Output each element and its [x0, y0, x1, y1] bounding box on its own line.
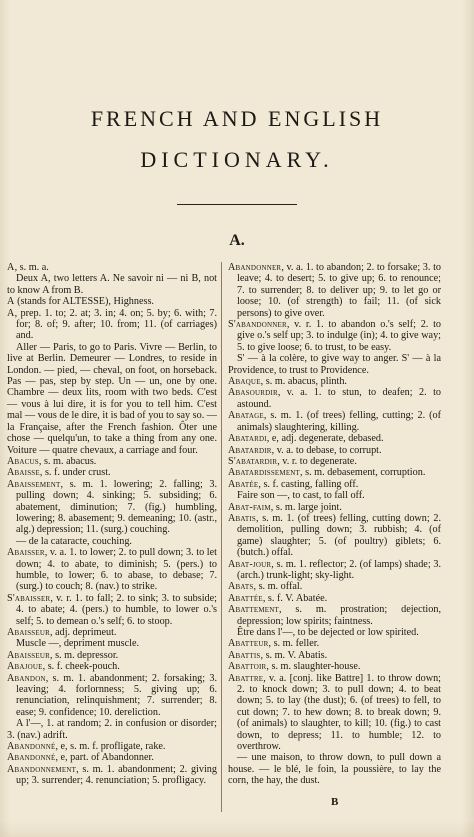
entry-headword: Abaisseur: [7, 627, 50, 638]
entry-definition: , e, adj. degenerate, debased.: [266, 433, 384, 445]
entry-headword: Abattis: [228, 649, 261, 661]
entry-definition: , s. m. debasement, corruption.: [300, 467, 426, 479]
column-divider: [221, 262, 222, 812]
entry-headword: Abandon: [7, 672, 46, 684]
entry-headword: Abandonné: [7, 741, 56, 753]
title-rule: [177, 204, 297, 205]
entry-headword: Abatardir: [228, 444, 272, 456]
dictionary-entry: [228, 581, 441, 592]
dictionary-entry: [228, 513, 441, 559]
entry-headword: Abattée: [228, 592, 263, 604]
entry-definition: , prep. 1. to; 2. at; 3. in; 4. on; 5. by; 6. with; 7. for; 8. of; 9. after; 10. from; 11. (of carriages) and.: [14, 307, 217, 342]
entry-definition: , s. f. under crust.: [39, 467, 111, 479]
dictionary-entry: [7, 638, 217, 649]
entry-definition: , s. f. V. Abatée.: [262, 592, 328, 604]
dictionary-entry: [228, 479, 441, 490]
dictionary-entry: [228, 387, 441, 410]
entry-headword: A: [7, 262, 15, 273]
entry-headword: A: [7, 296, 15, 308]
entry-headword: S'abandonner: [228, 319, 287, 331]
entry-definition: , s. m. V. Abatis.: [260, 649, 328, 661]
entry-definition: , s. f. casting, falling off.: [258, 478, 359, 490]
entry-definition: , s. m. offal.: [253, 581, 303, 593]
signature-mark: B: [331, 796, 339, 808]
dictionary-entry: [7, 718, 217, 741]
entry-headword: Abatteur: [228, 638, 269, 650]
entry-definition: , s. m. large joint.: [270, 501, 342, 513]
entry-definition: , e, s. m. f. profligate, rake.: [55, 741, 166, 753]
dictionary-entry: [7, 456, 217, 467]
dictionary-entry: [228, 445, 441, 456]
entry-definition: — de la cataracte, couching.: [16, 535, 132, 547]
dictionary-entry: [7, 273, 217, 296]
entry-definition: , s. m. 1. abandonment; 2. forsaking; 3. leaving; 4. forlornness; 5. giving up; 6. renunciation, relinquishment; 7. surrender; 8. ease; 9. confidence; 10. dereliction.: [16, 672, 217, 718]
entry-headword: Abasourdir: [228, 387, 278, 399]
entry-definition: , s. m. depressor.: [50, 649, 119, 661]
entry-definition: , s. m. 1. abandonment; 2. giving up; 3. surrender; 4. renunciation; 5. profligacy.: [16, 763, 217, 787]
entry-definition: Être dans l'—, to be dejected or low spirited.: [237, 627, 419, 638]
entry-headword: Abatardi: [228, 433, 267, 445]
entry-headword: Abatage: [228, 410, 264, 422]
dictionary-entry: [228, 456, 441, 467]
dictionary-entry: [228, 673, 441, 753]
entry-definition: , e, part. of Abandonner.: [55, 752, 154, 764]
dictionary-entry: [228, 627, 441, 638]
dictionary-entry: [7, 296, 217, 307]
dictionary-entry: [228, 559, 441, 582]
entry-headword: Abaisseur: [7, 649, 50, 661]
dictionary-entry: [7, 308, 217, 342]
entry-headword: Abatis: [228, 512, 257, 524]
entry-definition: , v. a. 1. to lower; 2. to pull down; 3. to let down; 4. to abate, to diminish; 5. (pers.) to humble, to lower; 6. to abase, to debase; 7. (surg.) to couch; 8. (nav.) to strike.: [16, 547, 217, 593]
dictionary-entry: [7, 547, 217, 593]
entry-definition: (stands for ALTESSE), Highness.: [14, 296, 154, 308]
section-letter: A.: [229, 232, 245, 249]
entry-definition: , v. a. to debase, to corrupt.: [271, 444, 382, 456]
entry-definition: , s. f. cheek-pouch.: [42, 661, 120, 673]
entry-headword: Abaissement: [7, 478, 61, 490]
entry-definition: Faire son —, to cast, to fall off.: [237, 490, 365, 502]
dictionary-entry: [228, 502, 441, 513]
dictionary-entry: [228, 593, 441, 604]
dictionary-entry: [228, 433, 441, 444]
entry-headword: Abattre: [228, 672, 264, 684]
dictionary-entry: [228, 752, 441, 786]
entry-headword: A: [7, 307, 15, 319]
entry-headword: Abattoir: [228, 661, 267, 673]
dictionary-entry: [7, 627, 217, 638]
page-edge-shade: [0, 820, 474, 837]
entry-headword: Abaisser: [7, 547, 45, 559]
left-column: [7, 262, 217, 787]
entry-definition: , s. m. slaughter-house.: [266, 661, 361, 673]
dictionary-entry: [7, 752, 217, 763]
entry-headword: Abatée: [228, 478, 259, 490]
entry-definition: S' — à la colère, to give way to anger. S' — à la Providence, to trust to Providence.: [228, 353, 441, 376]
dictionary-entry: [7, 467, 217, 478]
entry-definition: , v. a. 1. to stun, to deafen; 2. to astound.: [237, 387, 441, 410]
entry-headword: Abacus: [7, 455, 39, 467]
dictionary-entry: [228, 410, 441, 433]
entry-definition: , v. r. 1. to fall; 2. to sink; 3. to subside; 4. to abate; 4. (pers.) to humble, to lower o.'s self; 5. to demean o.'s self; 6. to stoop.: [16, 592, 217, 627]
entry-definition: , s. m. 1. (of trees) felling, cutting; 2. (of animals) slaughtering, killing.: [237, 410, 441, 433]
dictionary-entry: [228, 467, 441, 478]
entry-definition: , v. r. 1. to abandon o.'s self; 2. to give o.'s self up; 3. to indulge (in); 4. to give way; 5. to give loose; 6. to trust, to be easy.: [237, 319, 441, 353]
entry-definition: A l'—, 1. at random; 2. in confusion or disorder; 3. (nav.) adrift.: [7, 718, 217, 741]
entry-definition: , s. m. a.: [14, 262, 49, 273]
entry-headword: S'abaisser: [7, 592, 51, 604]
entry-headword: Abatardissement: [228, 467, 301, 479]
entry-definition: — une maison, to throw down, to pull down a house. — le blé, le foin, la poussière, to lay the corn, the hay, the dust.: [228, 752, 441, 787]
entry-headword: Abajoue: [7, 661, 43, 673]
dictionary-entry: [7, 593, 217, 627]
dictionary-entry: [7, 741, 217, 752]
dictionary-entry: [228, 262, 441, 319]
dictionary-entry: [228, 638, 441, 649]
entry-definition: , adj. deprimeut.: [50, 627, 117, 638]
dictionary-entry: [228, 319, 441, 353]
dictionary-entry: [7, 764, 217, 787]
entry-headword: Abandonner: [228, 262, 282, 273]
dictionary-entry: [228, 661, 441, 672]
title-line-1: FRENCH AND ENGLISH: [90, 106, 384, 131]
entry-headword: Abat-jour: [228, 558, 272, 570]
dictionary-entry: [7, 650, 217, 661]
entry-headword: Abats: [228, 581, 254, 593]
entry-definition: , s. m. 1. reflector; 2. (of lamps) shade; 3. (arch.) trunk-light; sky-light.: [237, 558, 441, 581]
entry-headword: Abat-faim: [228, 501, 271, 513]
entry-headword: S'abatardir: [228, 455, 278, 467]
entry-definition: , s. m. 1. lowering; 2. falling; 3. pulling down; 4. sinking; 5. subsiding; 6. abatement, diminution; 7. (fig.) humbling, lowering; 8. abasement; 9. demeaning; 10. (astr., alg.) depression; 11. (surg.) couching.: [16, 478, 217, 536]
entry-definition: Deux A, two letters A. Ne savoir ni — ni B, not to know A from B.: [7, 273, 217, 296]
right-column: [228, 262, 441, 787]
dictionary-entry: [7, 479, 217, 536]
title-line-2: DICTIONARY.: [140, 147, 334, 172]
entry-definition: Muscle —, depriment muscle.: [16, 638, 140, 650]
entry-definition: , v. r. to degenerate.: [277, 455, 357, 467]
entry-definition: , s. m. abacus, plinth.: [260, 376, 347, 388]
entry-headword: Abaisse: [7, 467, 40, 479]
entry-definition: , v. a. 1. to abandon; 2. to forsake; 3. to leave; 4. to desert; 5. to give up; 6. to renounce; 7. to surrender; 8. to deliver up; 9. to let go or loose; 10. (of strength) to fail; 11. (of sick persons) to give over.: [237, 262, 441, 319]
entry-definition: Aller — Paris, to go to Paris. Vivre — Berlin, to live at Berlin. Demeurer — Londres, to reside in London. — pied, — cheval, on foot, on horseback. Pas — pas, step by step. Un — un, one by one. Chambre — deux lits, room with two beds. C'est — vous à lui dire, it is for you to tell him. C'est mal — vous de le dire, it is bad of you to say so. — la Française, after the French fashion. Ôter une chose — quelqu'un, to take a thing from any one. Voiture — quatre chevaux, a carriage and four.: [7, 341, 217, 456]
entry-definition: , s. m. feller.: [268, 638, 320, 650]
entry-headword: Abattement: [228, 604, 279, 616]
entry-headword: Abaque: [228, 376, 261, 388]
dictionary-entry: [7, 673, 217, 719]
entry-definition: , s. m. prostration; dejection, depression; low spirits; faintness.: [237, 604, 441, 627]
dictionary-entry: [228, 490, 441, 501]
dictionary-entry: [228, 650, 441, 661]
dictionary-entry: [7, 262, 217, 273]
dictionary-entry: [228, 604, 441, 627]
dictionary-entry: [7, 342, 217, 456]
dictionary-entry: [228, 353, 441, 376]
entry-headword: Abandonnement: [7, 763, 77, 775]
entry-headword: Abandonné: [7, 752, 56, 764]
dictionary-entry: [228, 376, 441, 387]
entry-definition: , s. m. 1. (of trees) felling, cutting down; 2. demolition, pulling down; 3. rubbish; 4. (of game) slaughter; 5. (of poultry) giblets; 6. (butch.) offal.: [237, 512, 441, 559]
entry-definition: , s. m. abacus.: [38, 455, 97, 467]
entry-definition: , v. a. [conj. like Battre] 1. to throw down; 2. to knock down; 3. to pull down; 4. to beat down; 5. to lay (the dust); 6. (of trees) to fell, to cut down; 7. to hew down; 8. to break down; 9. (of animals) to slaughter, to kill; 10. (fig.) to cast down, to depress; 11. to humble; 12. to overthrow.: [237, 672, 441, 753]
dictionary-entry: [7, 661, 217, 672]
dictionary-entry: [7, 536, 217, 547]
